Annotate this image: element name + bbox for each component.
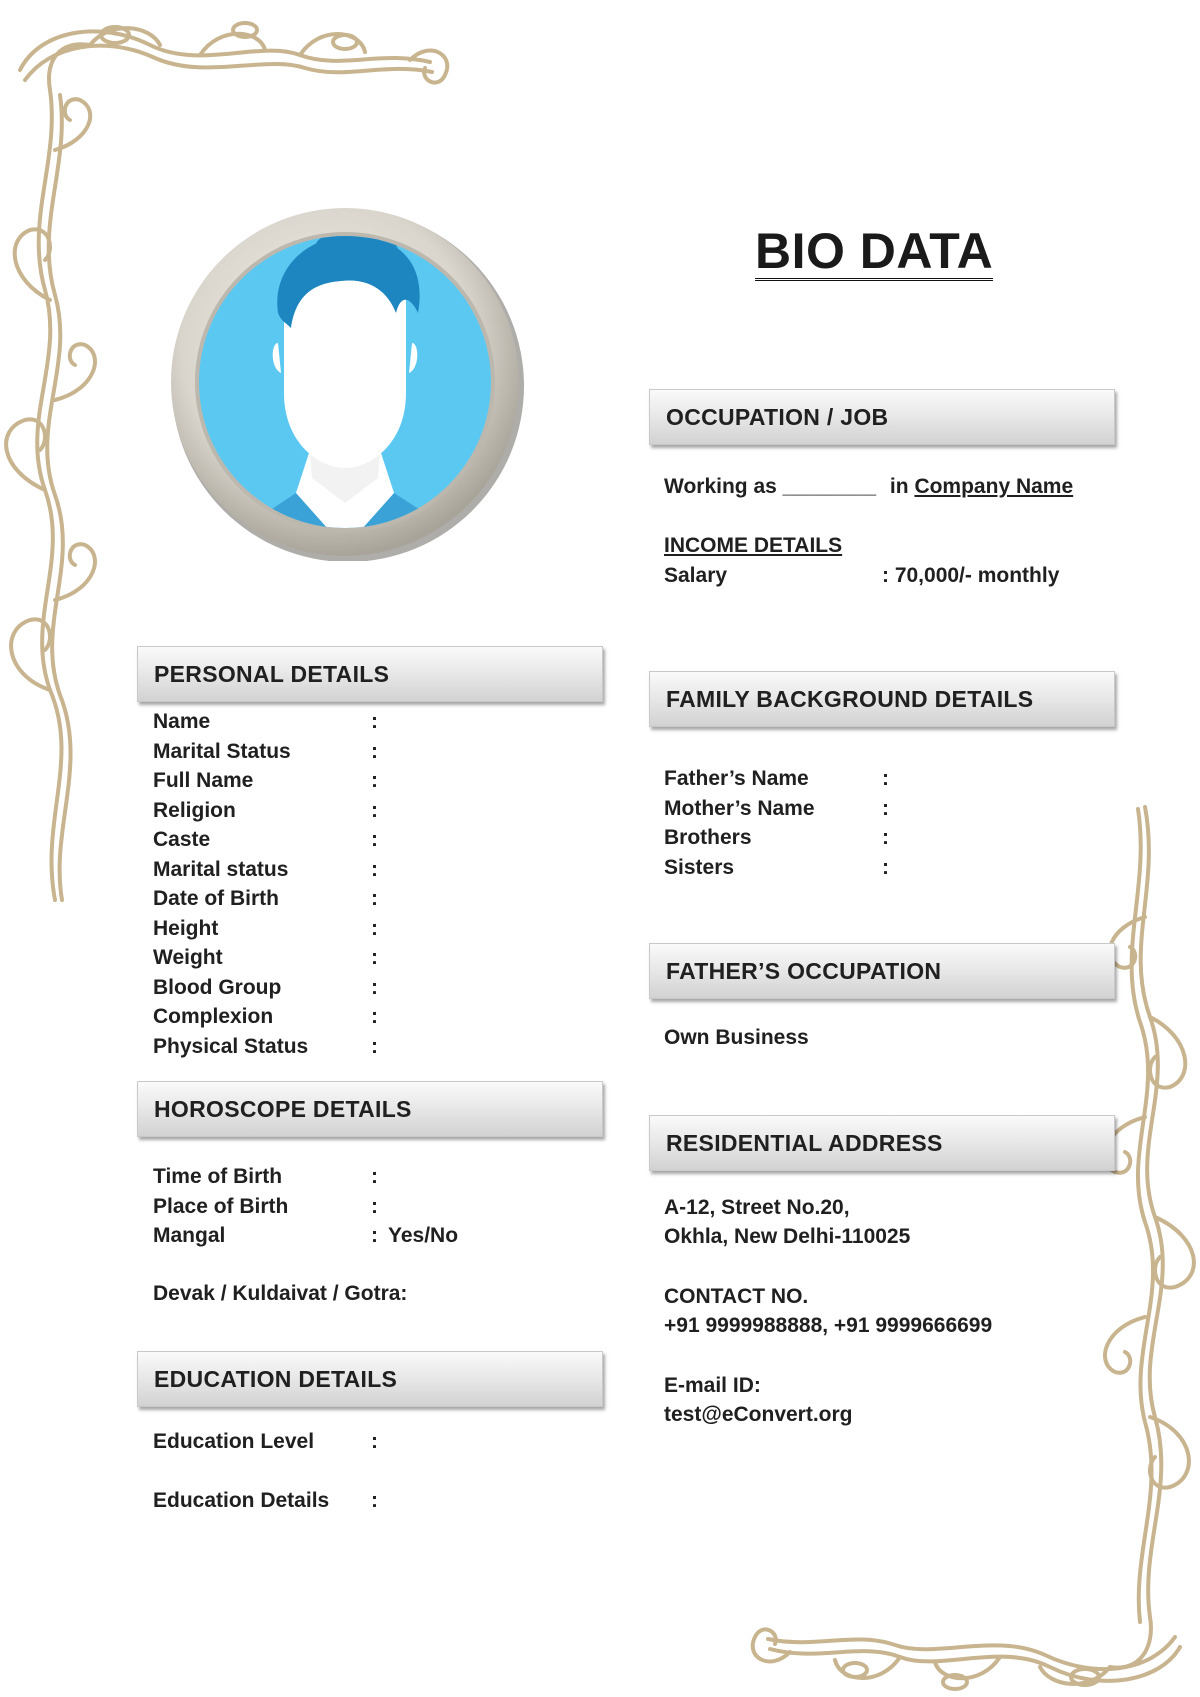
section-header-horoscope: HOROSCOPE DETAILS <box>137 1081 603 1137</box>
colon: : <box>882 767 889 790</box>
personal-label: Caste <box>153 828 211 851</box>
father-occupation-value: Own Business <box>664 1026 809 1049</box>
working-as-text <box>664 476 1073 497</box>
section-header-personal: PERSONAL DETAILS <box>137 646 603 702</box>
contact-label: CONTACT NO. <box>664 1285 809 1308</box>
colon: : <box>371 1165 378 1188</box>
colon: : <box>371 1194 378 1218</box>
salary-label: Salary <box>664 564 728 587</box>
in-text: in <box>889 475 909 498</box>
colon: : <box>371 769 378 792</box>
salary-value: : 70,000/- monthly <box>882 564 1060 587</box>
family-label: Brothers <box>664 826 752 849</box>
colon: : <box>371 887 378 910</box>
section-header-occupation: OCCUPATION / JOB <box>649 389 1115 445</box>
email-value: test@eConvert.org <box>664 1403 853 1426</box>
company-name: Company Name <box>914 475 1074 498</box>
personal-label: Blood Group <box>153 975 282 999</box>
contact-value: +91 9999988888, +91 9999666699 <box>664 1314 993 1337</box>
personal-label: Physical Status <box>153 1034 309 1058</box>
address-line-1: A-12, Street No.20, <box>664 1196 850 1219</box>
family-label: Father’s Name <box>664 767 809 790</box>
personal-label: Date of Birth <box>153 887 279 910</box>
address-line-2: Okhla, New Delhi-110025 <box>664 1225 911 1248</box>
section-header-education: EDUCATION DETAILS <box>137 1351 603 1407</box>
gotra-label: Devak / Kuldaivat / Gotra: <box>153 1282 408 1305</box>
email-label: E-mail ID: <box>664 1374 761 1397</box>
personal-label: Name <box>153 710 211 733</box>
section-header-father-occupation: FATHER’S OCCUPATION <box>649 943 1115 999</box>
colon: : <box>882 796 889 820</box>
colon: : <box>371 828 378 851</box>
education-label: Education Level <box>153 1430 315 1453</box>
colon: : <box>371 975 378 999</box>
horoscope-label: Place of Birth <box>153 1194 289 1218</box>
colon: : <box>371 857 378 881</box>
colon: : <box>371 946 378 969</box>
family-label: Sisters <box>664 855 735 879</box>
personal-label: Height <box>153 916 219 940</box>
personal-label: Complexion <box>153 1005 274 1028</box>
colon: : <box>371 710 378 733</box>
colon: : <box>882 855 889 879</box>
personal-label: Marital status <box>153 857 289 881</box>
education-label: Education Details <box>153 1489 330 1512</box>
section-header-address: RESIDENTIAL ADDRESS <box>649 1115 1115 1171</box>
colon: : <box>882 826 889 849</box>
profile-photo[interactable] <box>166 203 524 561</box>
income-details-heading: INCOME DETAILS <box>664 534 843 557</box>
page-title: BIO DATA <box>755 223 994 279</box>
colon: : <box>371 798 378 822</box>
colon: : <box>371 1430 378 1453</box>
horoscope-label: Time of Birth <box>153 1165 283 1188</box>
working-as-label: Working as ________ <box>664 475 877 498</box>
personal-label: Religion <box>153 798 236 822</box>
person-avatar-icon <box>166 203 524 561</box>
colon: : <box>371 739 378 763</box>
personal-label: Weight <box>153 946 223 969</box>
horoscope-value: Yes/No <box>388 1224 459 1247</box>
colon: : <box>371 1489 378 1512</box>
colon: : <box>371 1224 378 1247</box>
horoscope-label: Mangal <box>153 1224 226 1247</box>
colon: : <box>371 916 378 940</box>
section-header-family: FAMILY BACKGROUND DETAILS <box>649 671 1115 727</box>
personal-label: Full Name <box>153 769 254 792</box>
family-label: Mother’s Name <box>664 796 815 820</box>
colon: : <box>371 1005 378 1028</box>
colon: : <box>371 1034 378 1058</box>
personal-label: Marital Status <box>153 739 291 763</box>
